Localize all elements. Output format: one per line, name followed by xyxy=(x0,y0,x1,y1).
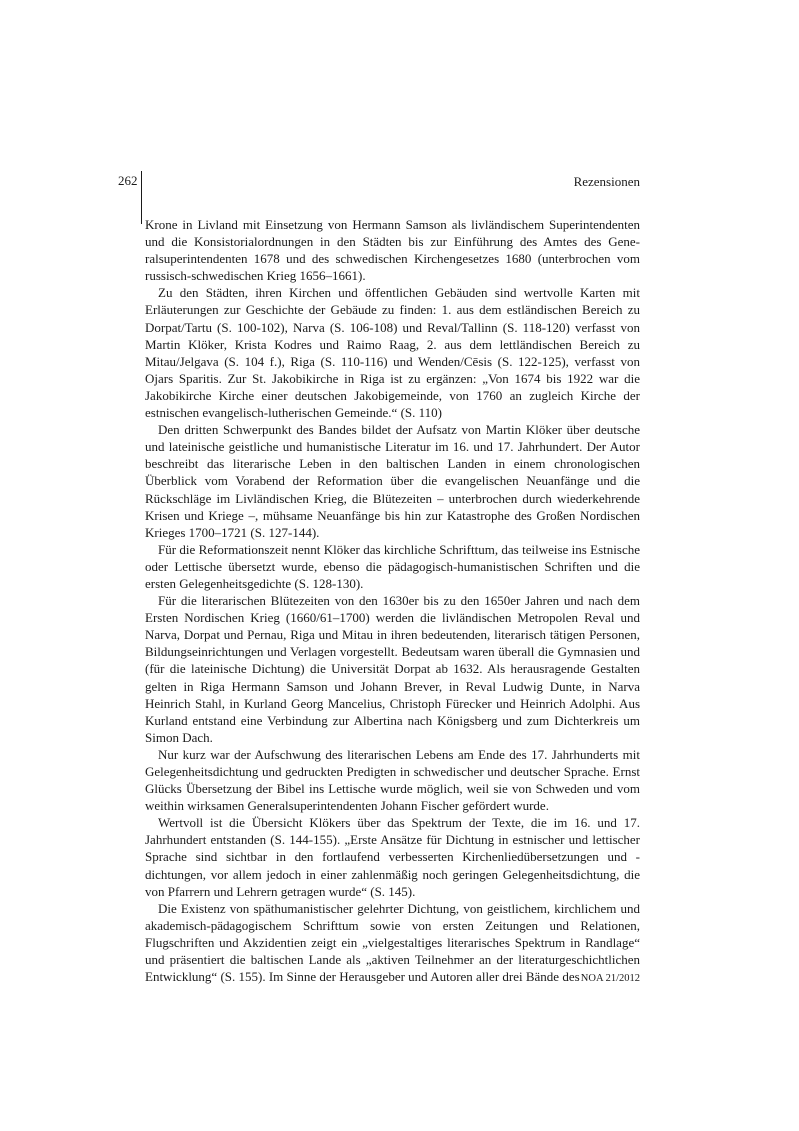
header-rule xyxy=(141,171,142,224)
paragraph: Für die Reformationszeit nennt Klöker das kirchliche Schrifttum, das teilweise ins Estnische oder Lettische übersetzt wurde, ebenso die pädagogisch-humanistischen Schriften und die ersten Gelegenheitsgedichte (S. 128-130). xyxy=(145,541,640,591)
paragraph: Zu den Städten, ihren Kirchen und öffentlichen Gebäuden sind wertvolle Karten mit Erläuterungen zur Geschichte der Gebäude zu finden: 1. aus dem estländischen Bereich zu Dorpat/Tartu (S. 100-102), Narva (S. 106-108) und Reval/Tallinn (S. 118-120) verfasst von Martin Klöker, Krista Kodres und Raimo Raag, 2. aus dem lettländischen Bereich zu Mitau/Jelgava (S. 104 f.), Riga (S. 110-116) und Wenden/Cēsis (S. 122-125), verfasst von Ojars Sparitis. Zur St. Jakobikirche in Riga ist zu ergänzen: „Von 1674 bis 1922 war die Jakobikirche Kirche einer deutschen Jakobigemeinde, von 1760 an zugleich Kirche der estnischen evangelisch-lutherischen Gemeinde.“ (S. 110) xyxy=(145,285,640,421)
body-text xyxy=(145,216,640,985)
running-head: Rezensionen xyxy=(573,174,640,189)
paragraph: Wertvoll ist die Übersicht Klökers über das Spektrum der Texte, die im 16. und 17. Jahrhundert entstanden (S. 144-155). „Erste Ansätze für Dichtung in estnischer und lettischer Sprache sind sichtbar in den fortlaufend verbesserten Kirchenliedübersetzungen und -dichtungen, vor allem jedoch in einer zahlenmäßig noch geringen Gelegenheitsdichtung, die von Pfarrern und Lehrern getragen wurde“ (S. 145). xyxy=(145,815,640,899)
paragraph: Die Existenz von späthumanistischer gelehrter Dichtung, von geistlichem, kirchlichem und akademisch-pädagogischem Schrifttum sowie von ersten Zeitungen und Relationen, Flugschriften und Akzidentien zeigt ein „vielgestaltiges literarisches Spektrum in Randlage“ und präsentiert die baltischen Lande als „aktiven Teilnehmer an der literaturgeschichtlichen Entwicklung“ (S. 155). Im Sinne der Herausgeber und Autoren aller drei Bände des xyxy=(145,900,640,985)
page-number: 262 xyxy=(118,173,138,188)
paragraph: Den dritten Schwerpunkt des Bandes bildet der Aufsatz von Martin Klöker über deutsche und lateinische geistliche und humanistische Literatur im 16. und 17. Jahrhundert. Der Autor beschreibt das literarische Leben in den baltischen Landen in einem chronologischen Überblick vom Vorabend der Reformation über die evangelischen Neuanfänge und die Rückschläge im Livländischen Krieg, die Blütezeiten – unterbrochen durch wiederkehrende Krisen und Kriege –, mühsame Neuanfänge bis hin zur Katastrophe des Großen Nordischen Krieges 1700–1721 (S. 127-144). xyxy=(145,422,640,540)
paragraph: Für die literarischen Blütezeiten von den 1630er bis zu den 1650er Jahren und nach dem Ersten Nordischen Krieg (1660/61–1700) werden die livländischen Metropolen Reval und Narva, Dorpat und Pernau, Riga und Mitau in ihren bedeutenden, literarisch tätigen Personen, Bildungseinrichtungen und Verlagen vorgestellt. Bedeutsam waren überall die Gymnasien und (für die lateinische Dichtung) die Universität Dorpat ab 1632. Als herausragende Gestalten gelten in Riga Hermann Samson und Johann Brever, in Reval Ludwig Dunte, in Narva Heinrich Stahl, in Kurland Georg Mancelius, Christoph Fürecker und Heinrich Adolphi. Aus Kurland entstand eine Verbindung zur Albertina nach Königsberg und zum Dichterkreis um Simon Dach. xyxy=(145,593,640,745)
paragraph: Krone in Livland mit Einsetzung von Hermann Samson als livländischem Superintendenten und die Konsistorialordnungen in den Städten bis zur Einführung des Amtes des Generalsuperintendenten 1678 und des schwedischen Kirchengesetzes 1680 (unterbrochen vom russisch-schwedischen Krieg 1656–1661). xyxy=(145,217,640,284)
journal-footer: NOA 21/2012 xyxy=(580,973,640,984)
paragraph: Nur kurz war der Aufschwung des literarischen Lebens am Ende des 17. Jahrhunderts mit Gelegenheitsdichtung und gedruckten Predigten in schwedischer und deutscher Sprache. Ernst Glücks Übersetzung der Bibel ins Lettische wurde möglich, weil sie von Schweden und vom weithin wirksamen Generalsuperintendenten Johann Fischer gefördert wurde. xyxy=(145,746,640,814)
